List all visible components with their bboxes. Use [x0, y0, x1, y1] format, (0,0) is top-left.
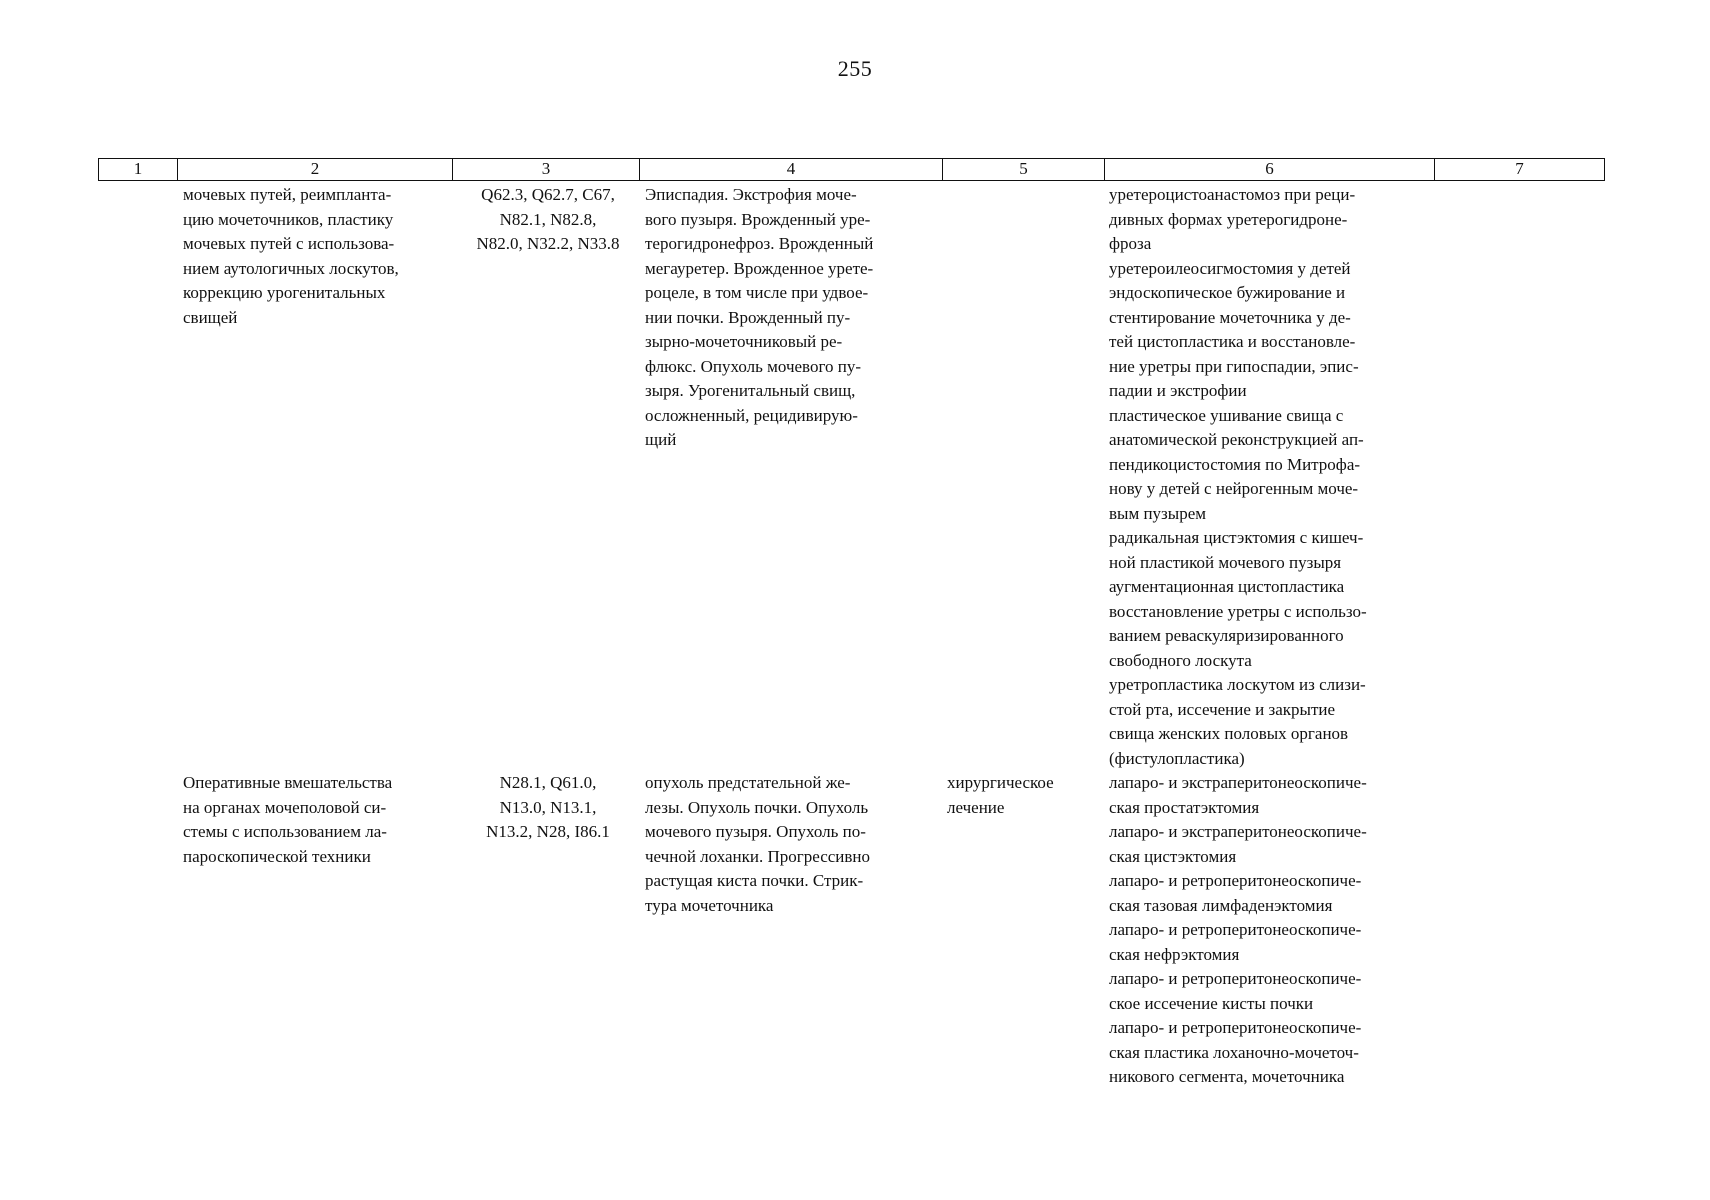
row2-col4-diagnosis: опухоль предстательной же- лезы. Опухоль почки. Опухоль мочевого пузыря. Опухоль по- чечной лоханки. Прогрессивно растущая киста почки. Стрик- тура мочеточника: [645, 773, 871, 915]
row1-col3-codes: Q62.3, Q62.7, C67, N82.1, N82.8, N82.0, N32.2, N33.8: [476, 185, 620, 253]
row2-col3-codes: N28.1, Q61.0, N13.0, N13.1, N13.2, N28, I86.1: [486, 773, 610, 841]
header-col-7: 7: [1515, 159, 1524, 178]
header-col-2: 2: [178, 159, 453, 180]
header-col-5: 5: [943, 159, 1105, 180]
header-col-4: 4: [640, 159, 943, 180]
row1-col6-methods: уретероцистоанастомоз при реци- дивных формах уретерогидроне- фроза уретероилеосигмостомия у детей эндоскопическое бужирование и стентирование мочеточника у де- тей цистопластика и восстановле- ние уретры при гипоспадии, эпис- падии и экстрофии пластическое ушивание свища с анатомической реконструкцией ап- пендикоцистостомия по Митрофа- нову у детей с нейрогенным моче- вым пузырем радикальная цистэктомия с кишеч- ной пластикой мочевого пузыря аугментационная цистопластика восстановление уретры с использо- ванием реваскуляризированного свободного лоскута уретропластика лоскутом из слизи- стой рта, иссечение и закрытие свища женских половых органов (фистулопластика): [1109, 185, 1367, 768]
row2-col6-methods: лапаро- и экстраперитонеоскопиче- ская простатэктомия лапаро- и экстраперитонеоскопиче- ская цистэктомия лапаро- и ретроперитонеоскопиче- ская тазовая лимфаденэктомия лапаро- и ретроперитонеоскопиче- ская нефрэктомия лапаро- и ретроперитонеоскопиче- ское иссечение кисты почки лапаро- и ретроперитонеоскопиче- ская пластика лоханочно-мочеточ- никового сегмента, мочеточника: [1109, 773, 1367, 1086]
row1-col4-diagnosis: Эписпадия. Экстрофия моче- вого пузыря. Врожденный уре- терогидронефроз. Врожденный мегауретер. Врожденное урете- роцеле, в том числе при удвое- нии почки. Врожденный пу- зырно-мочеточниковый ре- флюкс. Опухоль мочевого пу- зыря. Урогенитальный свищ, осложненный, рецидивирую- щий: [645, 185, 874, 449]
row2-col2-intervention: Оперативные вмешательства на органах мочеполовой си- стемы с использованием ла- пароскопической техники: [183, 773, 393, 866]
row1-col2-intervention: мочевых путей, реимпланта- цию мочеточников, пластику мочевых путей с использова- нием аутологичных лоскутов, коррекцию урогенитальных свищей: [183, 185, 399, 327]
table-header-row: [98, 158, 1605, 181]
header-col-6: 6: [1105, 159, 1435, 180]
header-col-1: 1: [99, 159, 178, 180]
page-number: 255: [837, 56, 873, 81]
header-col-3: 3: [453, 159, 640, 180]
row2-col5-treatment: хирургическое лечение: [947, 773, 1054, 817]
